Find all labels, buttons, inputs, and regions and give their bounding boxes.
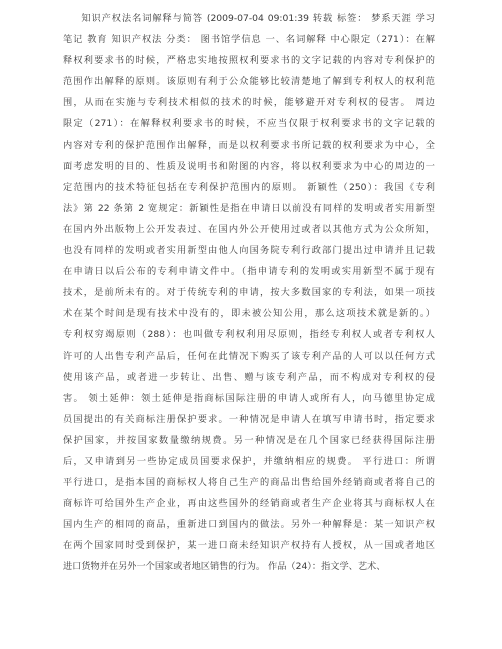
text-line: 在申请日以后公布的专利申请文件中。（指申请专利的发明或实用新型不属于现有	[63, 266, 435, 278]
text-line: 后，又申请到另一些协定成员国要求保护，并缴纳相应的规费。 平行进口：所谓	[63, 455, 435, 467]
document-body	[63, 8, 435, 578]
text-line: 员国提出的有关商标注册保护要求。一种情况是申请人在填写申请书时，指定要求	[63, 413, 435, 425]
text-line: 法》第 22 条第 2 宽规定：新颖性是指在申请日以前没有同样的发明或者实用新型	[63, 202, 435, 214]
text-line: 限定（271）：在解释权利要求书的时候，不应当仅限于权利要求书的文字记载的	[63, 118, 435, 130]
text-line: 知识产权法名词解释与简答 (2009-07-04 09:01:39 转载 标签： 梦系天涯 学习	[81, 13, 435, 24]
text-line: 害。 领土延伸：领土延伸是指商标国际注册的申请人或所有人，向马德里协定成	[63, 392, 435, 404]
text-line: 内容对专利的保护范围作出解释，而是以权利要求书所记载的权利要求为中心，全	[63, 139, 435, 151]
text-line: 商标许可给国外生产企业，再由这些国外的经销商或者生产企业将其与商标权人在	[63, 498, 435, 510]
text-line: 在国内外出版物上公开发表过、在国内外公开使用过或者以其他方式为公众所知，	[63, 223, 435, 235]
text-line: 笔记 教育 知识产权法 分类： 图书馆学信息 一、名词解释 中心限定（271）：在解	[63, 34, 435, 46]
text-line: 进口货物并在另外一个国家或者地区销售的行为。 作品（24）：指文学、艺术、	[63, 561, 386, 573]
text-line: 围，从而在实施与专利技术相似的技术的时候，能够避开对专利权的侵害。 周边	[63, 97, 435, 109]
text-line: 在两个国家同时受到保护，某一进口商未经知识产权持有人授权，从一国或者地区	[63, 540, 435, 552]
text-line: 面考虑发明的目的、性质及说明书和附图的内容，将以权利要求为中心的周边的一	[63, 160, 435, 172]
text-line: 许可的人出售专利产品后，任何在此情况下购买了该专利产品的人可以以任何方式	[63, 350, 435, 362]
text-line: 国内生产的相同的商品，重新进口到国内的做法。另外一种解释是：某一知识产权	[63, 519, 435, 531]
text-line: 释权利要求书的时候，严格忠实地按照权利要求书的文字记载的内容对专利保护的	[63, 55, 435, 67]
text-line: 使用该产品，或者进一步转让、出售、赠与该专利产品，而不构成对专利权的侵	[63, 371, 435, 383]
text-line: 保护国家，并按国家数量缴纳规费。另一种情况是在几个国家已经获得国际注册	[63, 434, 435, 446]
text-line: 也没有同样的发明或者实用新型由他人向国务院专利行政部门提出过申请并且记载	[63, 245, 435, 257]
text-line: 专利权穷竭原则（288）：也叫做专利权利用尽原则，指经专利权人或者专利权人	[63, 329, 435, 341]
text-line: 技术，是前所未有的。对于传统专利的申请，按大多数国家的专利法，如果一项技	[63, 287, 435, 299]
text-line: 定范围内的技术特征包括在专利保护范围内的原则。 新颖性（250）：我国《专利	[63, 181, 435, 193]
text-line: 术在某个时间是现有技术中没有的，即未被公知公用，那么这项技术就是新的。）	[63, 308, 435, 320]
text-line: 范围作出解释的原则。该原则有利于公众能够比较清楚地了解到专利权人的权利范	[63, 76, 435, 88]
text-line: 平行进口，是指本国的商标权人将自己生产的商品出售给国外经销商或者将自己的	[63, 477, 435, 489]
